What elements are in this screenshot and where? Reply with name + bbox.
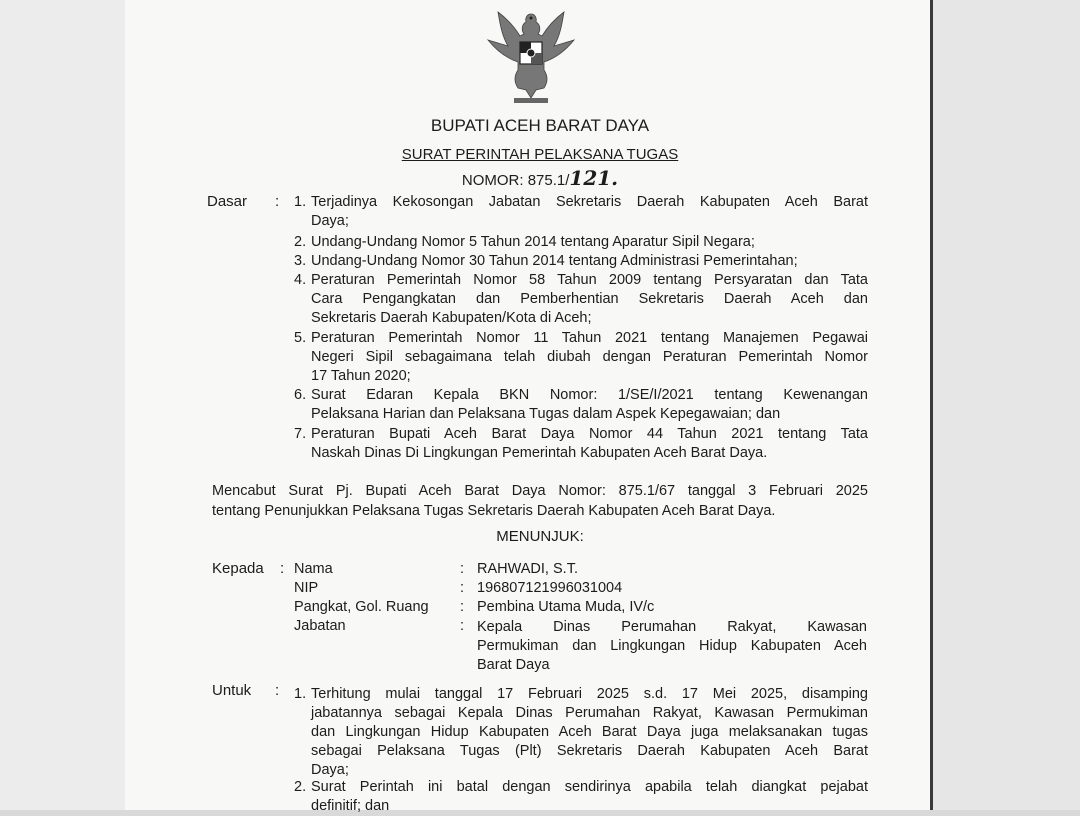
regent-title: BUPATI ACEH BARAT DAYA	[430, 116, 650, 135]
document-title: SURAT PERINTAH PELAKSANA TUGAS	[401, 146, 679, 163]
field-nip-value: 196807121996031004	[477, 580, 623, 596]
menunjuk-heading: MENUNJUK:	[496, 528, 584, 545]
mencabut-paragraph: Mencabut Surat Pj. Bupati Aceh Barat Daya Nomor: 875.1/67 tanggal 3 Februari 2025 tentang Penunjukkan Pelaksana Tugas Sekretaris Daerah Kabupaten Aceh Barat Daya.	[212, 483, 868, 519]
field-nip-key: NIP	[294, 580, 319, 596]
field-nama-key: Nama	[294, 561, 333, 577]
field-pangkat-key: Pangkat, Gol. Ruang	[294, 599, 429, 615]
field-nip-sep: :	[460, 580, 465, 596]
dasar-label: Dasar	[207, 193, 248, 210]
field-jabatan-value: Kepala Dinas Perumahan Rakyat, Kawasan Permukiman dan Lingkungan Hidup Kabupaten Aceh Barat Daya	[477, 619, 867, 673]
field-nama-value: RAHWADI, S.T.	[477, 561, 578, 577]
untuk-colon: :	[275, 682, 280, 699]
garuda-emblem-icon	[484, 6, 578, 106]
untuk-label: Untuk	[212, 682, 252, 699]
dasar-colon: :	[275, 193, 280, 210]
document-number: NOMOR: 875.1/121.	[461, 166, 619, 190]
kepada-label: Kepada	[212, 560, 264, 577]
field-nama-sep: :	[460, 561, 465, 577]
field-jabatan-key: Jabatan	[294, 618, 346, 634]
field-pangkat-sep: :	[460, 599, 465, 615]
kepada-colon: :	[280, 560, 285, 577]
handwritten-number: 121.	[569, 166, 619, 190]
field-jabatan-sep: :	[460, 618, 465, 634]
field-pangkat-value: Pembina Utama Muda, IV/c	[477, 599, 655, 615]
